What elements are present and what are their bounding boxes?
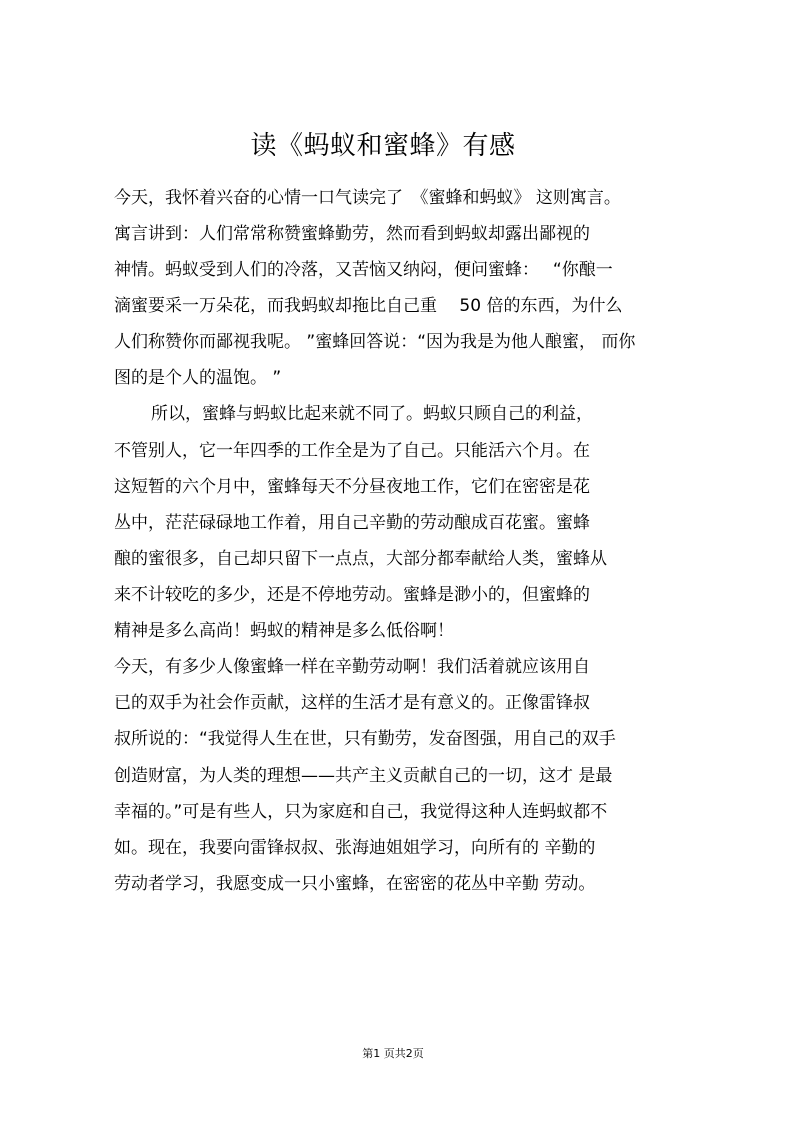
paragraph-line: 幸福的。”可是有些人，只为家庭和自己，我觉得这种人连蚂蚁都不	[114, 802, 608, 822]
paragraph-line: 丛中，茫茫碌碌地工作着，用自己辛勤的劳动酿成百花蜜。蜜蜂	[114, 513, 590, 533]
paragraph-line: 寓言讲到：人们常常称赞蜜蜂勤劳，然而看到蚂蚁却露出鄙视的	[114, 224, 590, 244]
paragraph-line: 创造财富，为人类的理想——共产主义贡献自己的一切，这才 是最	[114, 766, 613, 786]
paragraph-line: 精神是多么高尚！蚂蚁的精神是多么低俗啊！	[114, 621, 454, 641]
paragraph-line: 酿的蜜很多，自己却只留下一点点，大部分都奉献给人类，蜜蜂从	[114, 549, 607, 569]
paragraph-line: 滴蜜要采一万朵花，而我蚂蚁却拖比自己重 50 倍的东西，为什么	[114, 296, 623, 316]
paragraph-line: 这短暂的六个月中，蜜蜂每天不分昼夜地工作，它们在密密是花	[114, 477, 590, 497]
paragraph-line: 今天，有多少人像蜜蜂一样在辛勤劳动啊！我们活着就应该用自	[114, 657, 590, 677]
page-title: 读《蚂蚁和蜜蜂》有感	[250, 131, 516, 161]
paragraph-line: 已的双手为社会作贡献，这样的生活才是有意义的。正像雷锋叔	[114, 693, 590, 713]
paragraph-line: 不管别人，它一年四季的工作全是为了自己。只能活六个月。在	[114, 441, 590, 461]
page-footer: 第1 页共2页	[362, 1047, 424, 1060]
paragraph-line: 来不计较吃的多少，还是不停地劳动。蜜蜂是渺小的，但蜜蜂的	[114, 585, 590, 605]
paragraph-line: 叔所说的：“我觉得人生在世，只有勤劳，发奋图强，用自己的双手	[114, 729, 616, 749]
paragraph-line: 图的是个人的温饱。 ”	[114, 368, 282, 388]
paragraph-line: 神情。蚂蚁受到人们的冷落，又苦恼又纳闷，便问蜜蜂： “你酿一	[114, 260, 613, 280]
paragraph-line: 劳动者学习，我愿变成一只小蜜蜂，在密密的花丛中辛勤 劳动。	[114, 874, 596, 894]
paragraph-line: 所以，蜜蜂与蚂蚁比起来就不同了。蚂蚁只顾自己的利益，	[151, 404, 593, 424]
paragraph-line: 人们称赞你而鄙视我呢。 ”蜜蜂回答说：“因为我是为他人酿蜜， 而你	[114, 332, 636, 352]
paragraph-line: 如。现在，我要向雷锋叔叔、张海迪姐姐学习，向所有的 辛勤的	[114, 838, 596, 858]
paragraph-line: 今天，我怀着兴奋的心情一口气读完了 《蜜蜂和蚂蚁》 这则寓言。	[114, 188, 621, 208]
